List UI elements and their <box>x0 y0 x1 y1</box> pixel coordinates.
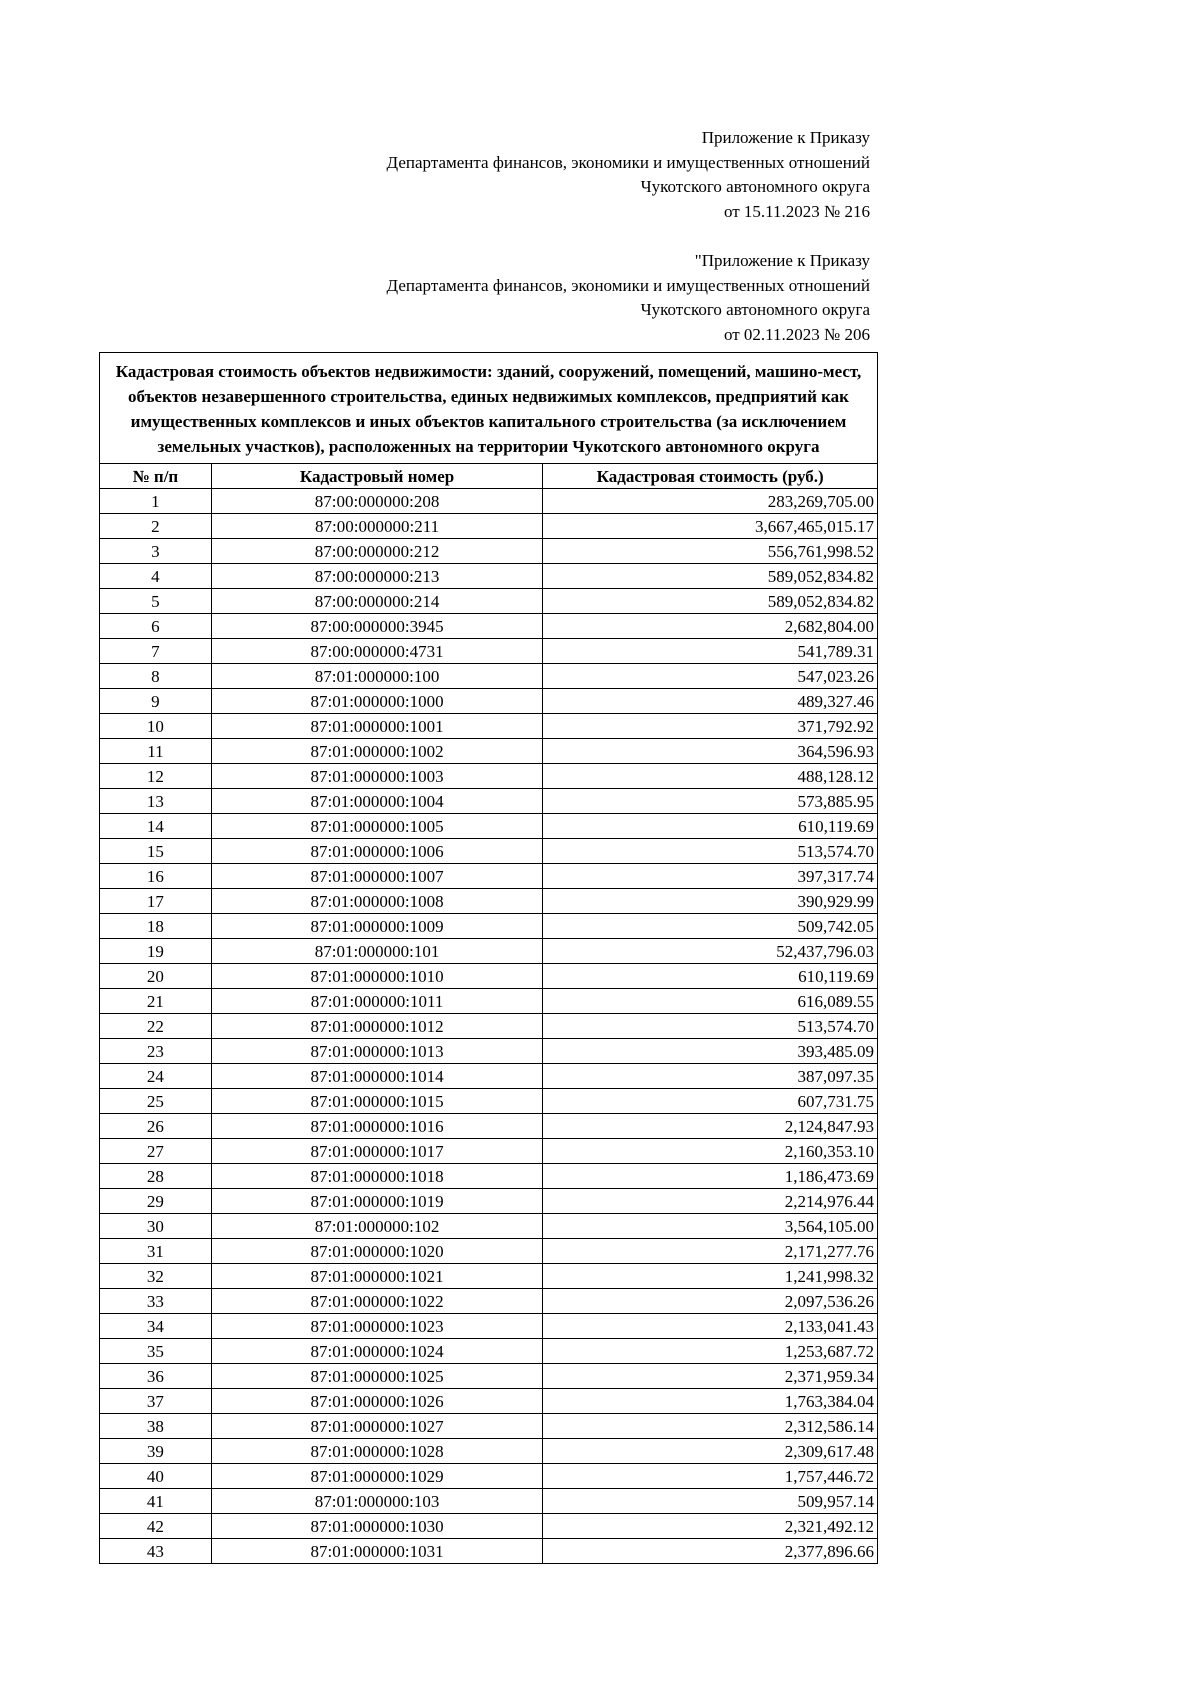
cadastral-value: 1,186,473.69 <box>543 1164 878 1189</box>
row-number: 28 <box>100 1164 212 1189</box>
table-row <box>100 964 878 989</box>
cadastral-number: 87:01:000000:1002 <box>211 739 542 764</box>
table-row <box>100 914 878 939</box>
table-row <box>100 1164 878 1189</box>
cadastral-number: 87:01:000000:1022 <box>211 1289 542 1314</box>
table-row <box>100 539 878 564</box>
cadastral-value: 1,757,446.72 <box>543 1464 878 1489</box>
row-number: 5 <box>100 589 212 614</box>
cadastral-value: 2,312,586.14 <box>543 1414 878 1439</box>
cadastral-number: 87:01:000000:102 <box>211 1214 542 1239</box>
cadastral-number: 87:01:000000:1014 <box>211 1064 542 1089</box>
row-number: 3 <box>100 539 212 564</box>
cadastral-value: 2,160,353.10 <box>543 1139 878 1164</box>
cadastral-number: 87:01:000000:1028 <box>211 1439 542 1464</box>
row-number: 35 <box>100 1339 212 1364</box>
cadastral-value: 489,327.46 <box>543 689 878 714</box>
cadastral-number: 87:00:000000:3945 <box>211 614 542 639</box>
column-header-number: № п/п <box>100 464 212 489</box>
cadastral-number: 87:00:000000:211 <box>211 514 542 539</box>
table-row <box>100 1314 878 1339</box>
row-number: 30 <box>100 1214 212 1239</box>
table-row <box>100 1264 878 1289</box>
row-number: 4 <box>100 564 212 589</box>
cadastral-value: 541,789.31 <box>543 639 878 664</box>
table-row <box>100 1089 878 1114</box>
row-number: 36 <box>100 1364 212 1389</box>
table-row <box>100 514 878 539</box>
table-row <box>100 1039 878 1064</box>
row-number: 12 <box>100 764 212 789</box>
row-number: 37 <box>100 1389 212 1414</box>
header-line: от 02.11.2023 № 206 <box>723 324 870 344</box>
cadastral-value: 616,089.55 <box>543 989 878 1014</box>
table-row <box>100 939 878 964</box>
cadastral-value: 393,485.09 <box>543 1039 878 1064</box>
column-header-cadastral-number: Кадастровый номер <box>211 464 542 489</box>
table-row <box>100 1064 878 1089</box>
row-number: 11 <box>100 739 212 764</box>
table-row <box>100 564 878 589</box>
header-line: Чукотского автономного округа <box>640 177 870 196</box>
table-row <box>100 1289 878 1314</box>
table-row <box>100 1539 878 1564</box>
appendix-header-current <box>150 126 870 224</box>
appendix-header-previous <box>150 249 870 347</box>
cadastral-number: 87:01:000000:1029 <box>211 1464 542 1489</box>
cadastral-number: 87:01:000000:1010 <box>211 964 542 989</box>
row-number: 19 <box>100 939 212 964</box>
row-number: 18 <box>100 914 212 939</box>
table-row <box>100 1464 878 1489</box>
cadastral-value: 3,564,105.00 <box>543 1214 878 1239</box>
row-number: 17 <box>100 889 212 914</box>
cadastral-number: 87:01:000000:1003 <box>211 764 542 789</box>
cadastral-value: 556,761,998.52 <box>543 539 878 564</box>
column-header-cadastral-value: Кадастровая стоимость (руб.) <box>543 464 878 489</box>
row-number: 13 <box>100 789 212 814</box>
table-row <box>100 1364 878 1389</box>
table-row <box>100 839 878 864</box>
header-line: Департамента финансов, экономики и имущественных отношений <box>386 275 870 295</box>
row-number: 7 <box>100 639 212 664</box>
header-line: Департамента финансов, экономики и имущественных отношений <box>386 152 870 172</box>
table-row <box>100 664 878 689</box>
row-number: 14 <box>100 814 212 839</box>
cadastral-value: 2,171,277.76 <box>543 1239 878 1264</box>
cadastral-number: 87:01:000000:1023 <box>211 1314 542 1339</box>
cadastral-number: 87:01:000000:1001 <box>211 714 542 739</box>
table-header-row <box>100 464 878 489</box>
cadastral-number: 87:01:000000:1000 <box>211 689 542 714</box>
table-row <box>100 1114 878 1139</box>
row-number: 6 <box>100 614 212 639</box>
cadastral-number: 87:01:000000:101 <box>211 939 542 964</box>
cadastral-value: 1,253,687.72 <box>543 1339 878 1364</box>
row-number: 20 <box>100 964 212 989</box>
row-number: 26 <box>100 1114 212 1139</box>
cadastral-number: 87:01:000000:1012 <box>211 1014 542 1039</box>
cadastral-value: 1,763,384.04 <box>543 1389 878 1414</box>
table-row <box>100 1239 878 1264</box>
cadastral-value-table <box>99 352 878 1564</box>
header-line: от 15.11.2023 № 216 <box>723 201 870 221</box>
cadastral-value: 573,885.95 <box>543 789 878 814</box>
row-number: 24 <box>100 1064 212 1089</box>
row-number: 2 <box>100 514 212 539</box>
row-number: 22 <box>100 1014 212 1039</box>
cadastral-number: 87:01:000000:103 <box>211 1489 542 1514</box>
cadastral-number: 87:01:000000:1015 <box>211 1089 542 1114</box>
cadastral-number: 87:01:000000:1016 <box>211 1114 542 1139</box>
table-row <box>100 689 878 714</box>
table-row <box>100 764 878 789</box>
row-number: 38 <box>100 1414 212 1439</box>
table-row <box>100 1139 878 1164</box>
row-number: 33 <box>100 1289 212 1314</box>
cadastral-value: 2,371,959.34 <box>543 1364 878 1389</box>
row-number: 27 <box>100 1139 212 1164</box>
table-row <box>100 639 878 664</box>
cadastral-value: 513,574.70 <box>543 1014 878 1039</box>
cadastral-value: 283,269,705.00 <box>543 489 878 514</box>
cadastral-value: 2,377,896.66 <box>543 1539 878 1564</box>
table-body <box>100 489 878 1564</box>
cadastral-value: 488,128.12 <box>543 764 878 789</box>
cadastral-value: 547,023.26 <box>543 664 878 689</box>
cadastral-number: 87:00:000000:208 <box>211 489 542 514</box>
cadastral-number: 87:00:000000:213 <box>211 564 542 589</box>
cadastral-number: 87:01:000000:1021 <box>211 1264 542 1289</box>
table-row <box>100 489 878 514</box>
cadastral-value: 371,792.92 <box>543 714 878 739</box>
cadastral-value: 3,667,465,015.17 <box>543 514 878 539</box>
cadastral-value: 607,731.75 <box>543 1089 878 1114</box>
row-number: 21 <box>100 989 212 1014</box>
cadastral-value: 387,097.35 <box>543 1064 878 1089</box>
table-row <box>100 814 878 839</box>
cadastral-number: 87:01:000000:1025 <box>211 1364 542 1389</box>
cadastral-number: 87:01:000000:1024 <box>211 1339 542 1364</box>
cadastral-value: 2,133,041.43 <box>543 1314 878 1339</box>
table-row <box>100 589 878 614</box>
cadastral-number: 87:01:000000:1011 <box>211 989 542 1014</box>
cadastral-number: 87:01:000000:1009 <box>211 914 542 939</box>
cadastral-number: 87:01:000000:1031 <box>211 1539 542 1564</box>
cadastral-value: 589,052,834.82 <box>543 589 878 614</box>
row-number: 25 <box>100 1089 212 1114</box>
cadastral-value: 509,742.05 <box>543 914 878 939</box>
cadastral-number: 87:01:000000:100 <box>211 664 542 689</box>
cadastral-value: 610,119.69 <box>543 814 878 839</box>
header-line: Чукотского автономного округа <box>640 300 870 319</box>
table-row <box>100 1389 878 1414</box>
table-row <box>100 989 878 1014</box>
row-number: 42 <box>100 1514 212 1539</box>
cadastral-number: 87:01:000000:1020 <box>211 1239 542 1264</box>
cadastral-number: 87:01:000000:1026 <box>211 1389 542 1414</box>
cadastral-number: 87:01:000000:1008 <box>211 889 542 914</box>
cadastral-number: 87:01:000000:1017 <box>211 1139 542 1164</box>
row-number: 9 <box>100 689 212 714</box>
table-row <box>100 889 878 914</box>
cadastral-number: 87:00:000000:4731 <box>211 639 542 664</box>
cadastral-number: 87:00:000000:212 <box>211 539 542 564</box>
cadastral-value: 2,682,804.00 <box>543 614 878 639</box>
row-number: 29 <box>100 1189 212 1214</box>
row-number: 1 <box>100 489 212 514</box>
cadastral-number: 87:01:000000:1007 <box>211 864 542 889</box>
row-number: 8 <box>100 664 212 689</box>
cadastral-number: 87:01:000000:1018 <box>211 1164 542 1189</box>
header-line: Приложение к Приказу <box>701 128 870 147</box>
cadastral-value: 2,097,536.26 <box>543 1289 878 1314</box>
cadastral-value: 2,124,847.93 <box>543 1114 878 1139</box>
table-row <box>100 1214 878 1239</box>
cadastral-value: 390,929.99 <box>543 889 878 914</box>
row-number: 31 <box>100 1239 212 1264</box>
cadastral-value: 52,437,796.03 <box>543 939 878 964</box>
table-row <box>100 1514 878 1539</box>
cadastral-value: 1,241,998.32 <box>543 1264 878 1289</box>
cadastral-value: 610,119.69 <box>543 964 878 989</box>
table-row <box>100 789 878 814</box>
cadastral-value: 364,596.93 <box>543 739 878 764</box>
row-number: 10 <box>100 714 212 739</box>
cadastral-value: 509,957.14 <box>543 1489 878 1514</box>
header-line: "Приложение к Приказу <box>694 251 870 270</box>
table-row <box>100 1189 878 1214</box>
row-number: 32 <box>100 1264 212 1289</box>
table-title-row <box>100 353 878 464</box>
row-number: 23 <box>100 1039 212 1064</box>
cadastral-number: 87:01:000000:1005 <box>211 814 542 839</box>
table-row <box>100 1339 878 1364</box>
row-number: 41 <box>100 1489 212 1514</box>
cadastral-number: 87:01:000000:1006 <box>211 839 542 864</box>
cadastral-number: 87:00:000000:214 <box>211 589 542 614</box>
cadastral-value: 513,574.70 <box>543 839 878 864</box>
table-title: Кадастровая стоимость объектов недвижимости: зданий, сооружений, помещений, машино-мест, объектов незавершенного строительства, единых недвижимых комплексов, предприятий как имущественных комплексов и иных объектов капитального строительства (за исключением земельных участков), расположенных на территории Чукотского автономного округа <box>100 353 878 464</box>
table-row <box>100 739 878 764</box>
cadastral-value: 589,052,834.82 <box>543 564 878 589</box>
cadastral-number: 87:01:000000:1013 <box>211 1039 542 1064</box>
cadastral-number: 87:01:000000:1027 <box>211 1414 542 1439</box>
table-row <box>100 1414 878 1439</box>
cadastral-number: 87:01:000000:1004 <box>211 789 542 814</box>
row-number: 16 <box>100 864 212 889</box>
cadastral-number: 87:01:000000:1030 <box>211 1514 542 1539</box>
row-number: 15 <box>100 839 212 864</box>
row-number: 40 <box>100 1464 212 1489</box>
cadastral-value: 2,214,976.44 <box>543 1189 878 1214</box>
cadastral-value: 397,317.74 <box>543 864 878 889</box>
row-number: 43 <box>100 1539 212 1564</box>
table-row <box>100 1489 878 1514</box>
row-number: 34 <box>100 1314 212 1339</box>
table-row <box>100 714 878 739</box>
table-row <box>100 614 878 639</box>
table-row <box>100 1014 878 1039</box>
cadastral-value: 2,309,617.48 <box>543 1439 878 1464</box>
cadastral-number: 87:01:000000:1019 <box>211 1189 542 1214</box>
table-row <box>100 1439 878 1464</box>
cadastral-value: 2,321,492.12 <box>543 1514 878 1539</box>
table-row <box>100 864 878 889</box>
row-number: 39 <box>100 1439 212 1464</box>
